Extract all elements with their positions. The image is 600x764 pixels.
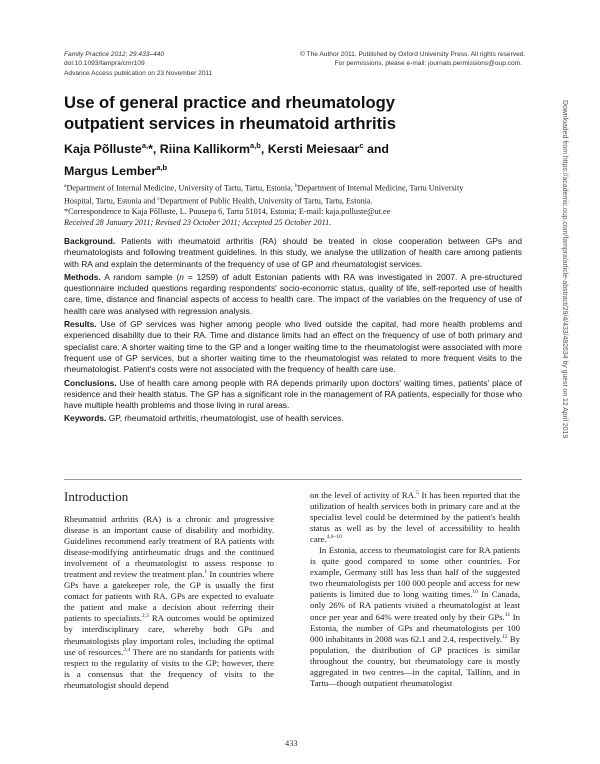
author-separator: and (363, 142, 389, 157)
citation-ref: 2,3 (141, 613, 149, 620)
abstract-results (64, 319, 522, 375)
body-paragraph (64, 514, 274, 691)
author-name: Kaja Põlluste (64, 142, 142, 157)
body-text: In Estonia, access to rheumatologist care for RA patients is quite good compared to some other countries. For example, Germany still has less than half of the suggested two rheumatologists per 100 000 people and access for new patients is limited due to long waiting times. (310, 545, 520, 600)
results-text: Use of GP services was higher among people who lived outside the capital, had more health problems and experienced disability due to their RA. Time and distance limits had an effect on the frequency of use of both primary and specialist care. A shorter waiting time to the GP and a longer waiting time to the rheumatologist were associated with more frequent use of GP services, but a shorter waiting time to the rheumatologist was related to more frequent visits to the rheumatologist. Patient's costs were not associated with the frequency of health care use. (64, 319, 523, 375)
affiliations (64, 181, 520, 228)
body-text: In Estonia, the number of GPs and rheumatologists per 100 000 inhabitants in 2008 was 62.1 and 2.4, respectively. (310, 611, 520, 644)
title-line: outpatient services in rheumatoid arthritis (64, 114, 396, 133)
citation-ref: 11 (504, 611, 511, 618)
methods-n: n (179, 271, 184, 282)
journal-citation (64, 50, 304, 78)
body-column-right (310, 490, 520, 689)
author-name: Kersti Meiesaar (267, 142, 360, 157)
citation-ref: 2,4 (123, 646, 131, 653)
download-watermark-text: Downloaded from https://academic.oup.com/fampra/article-abstract/29/4/433/482634 by guest on 12 April 2019 (561, 100, 568, 439)
author-affiliation-mark: a,b (156, 162, 168, 172)
abstract (64, 236, 522, 427)
affiliation-c: Department of Public Health, University of Tartu, Tartu, Estonia. (159, 196, 373, 206)
download-watermark (558, 100, 568, 620)
permissions-line: For permissions, please e-mail: journals.permissions@oup.com. (334, 60, 522, 68)
body-text: By population, the distribution of GP practices is similar throughout the country, but rheumatology care is mostly aggregated in two centres—in the capital, Tallinn, and in Tartu—though outpatient rheumatologist (310, 633, 520, 688)
citation-ref: 1 (204, 569, 208, 576)
body-column-left (64, 514, 274, 691)
conclusions-text: Use of health care among people with RA depends primarily upon doctors' waiting times, patients' place of residence and their health status. The GP has a significant role in the management of RA patients, especially for those who have multiple health problems and those living in rural areas. (64, 377, 523, 411)
abstract-keywords (64, 413, 522, 424)
page-number: 433 (285, 739, 298, 748)
correspondence-line: *Correspondence to Kaja Põlluste, L. Puusepa 6, Tartu 51014, Estonia; E-mail: kaja.polluste@ut.ee (64, 207, 391, 217)
doi-line: doi:10.1093/fampra/cmr109 (64, 60, 145, 68)
abstract-methods (64, 272, 522, 317)
methods-text: A random sample ( (104, 271, 180, 282)
citation-ref: 10 (472, 589, 478, 596)
copyright-notice (300, 50, 526, 69)
section-heading-introduction: Introduction (64, 489, 129, 504)
body-text: There are no standards for patients with respect to the regularity of visits to the GP; however, there is a consensus that the frequency of visits to the rheumatologist should depend (64, 646, 274, 690)
section-divider (64, 479, 522, 480)
background-text: Patients with rheumatoid arthritis (RA) should be treated in close cooperation between GPs and rheumatologists and following treatment guidelines. In this study, we analyse the utilization of health care among patients with RA and explain the determinants of the frequency of use of GP and rheumatologist services. (64, 236, 522, 269)
author-list (64, 137, 504, 180)
author-separator: , (260, 142, 268, 157)
body-text: In countries where GPs have a gatekeeper role, the GP is usually the first contact for patients with RA. GPs are expected to evaluate the patient and make a decision about referring their patients to specialists. (64, 569, 275, 624)
affiliation-b-cont: Hospital, Tartu, Estonia and (64, 196, 156, 206)
body-paragraph (310, 490, 520, 545)
body-text: In Canada, only 26% of RA patients visited a rheumatologist at least once per year and 64% were treated only by their GPs. (310, 589, 520, 622)
citation-line: Family Practice 2012; 29:433–440 (64, 51, 165, 58)
body-text: It has been reported that the utilization of health services both in primary care and at the specialist level could be determined by the patient's health status as well as by the level of accessibility to health care. (310, 490, 521, 545)
methods-text: = 1259) of adult Estonian patients with RA was investigated in 2007. A pre-structured questionnaire included questions regarding respondents' socio-economic status, quality of life, self-reported use of health care, time, distance and financial aspects of access to health care. The impact of the variables on the frequency of use of health care was analysed with regression analysis. (64, 271, 522, 316)
affiliation-line: Hospital, Tartu, Estonia and $^c$Department of Public Health, University of Tartu, Tartu, Estonia. (64, 196, 373, 206)
copyright-line: © The Author 2011. Published by Oxford University Press. All rights reserved. (300, 51, 526, 58)
article-title (64, 92, 504, 134)
keywords-text: GP, rheumatoid arthritis, rheumatologist, use of health services. (108, 413, 344, 424)
citation-ref: 4,6–10 (326, 534, 342, 541)
abstract-background (64, 236, 522, 270)
background-label: Background. (64, 236, 116, 246)
citation-ref: 12 (502, 633, 508, 640)
affiliation-line: $^a$Department of Internal Medicine, University of Tartu, Tartu, Estonia, $^b$Department of Internal Medicine, Tartu University (64, 183, 464, 193)
body-text: RA outcomes would be optimized by interdisciplinary care, whereby both GPs and rheumatologists play important roles, including the optimal use of resources. (64, 613, 274, 657)
methods-label: Methods. (64, 271, 101, 282)
citation-ref: 5 (416, 490, 419, 497)
body-text: on the level of activity of RA. (310, 490, 417, 500)
received-dates: Received 28 January 2011; Revised 23 October 2011; Accepted 25 October 2011. (64, 217, 332, 227)
affiliation-b: Department of Internal Medicine, Tartu University (297, 183, 464, 193)
conclusions-label: Conclusions. (64, 377, 117, 388)
body-text: Rheumatoid arthritis (RA) is a chronic and progressive disease is an important cause of disability and morbidity. Guidelines recommend early treatment of RA patients with disease-modifying antirheumatic drugs and the continued involvement of a rheumatologist to assess response to treatment and review the treatment plan. (64, 514, 274, 580)
author-affiliation-mark: a, (141, 141, 149, 150)
abstract-conclusions (64, 378, 522, 412)
author-affiliation-mark: c (359, 141, 364, 150)
keywords-label: Keywords. (64, 413, 107, 424)
publication-date-line: Advance Access publication on 23 November 2011 (64, 69, 213, 77)
title-line: Use of general practice and rheumatology (64, 93, 396, 112)
author-name: Margus Lember (64, 163, 157, 178)
affiliation-a: Department of Internal Medicine, University of Tartu, Tartu, Estonia, (66, 183, 293, 193)
body-paragraph (310, 545, 520, 689)
author-name: Riina Kallikorm (159, 142, 250, 157)
author-separator: *, (148, 142, 160, 157)
results-label: Results. (64, 319, 97, 330)
author-affiliation-mark: a,b (250, 141, 261, 150)
